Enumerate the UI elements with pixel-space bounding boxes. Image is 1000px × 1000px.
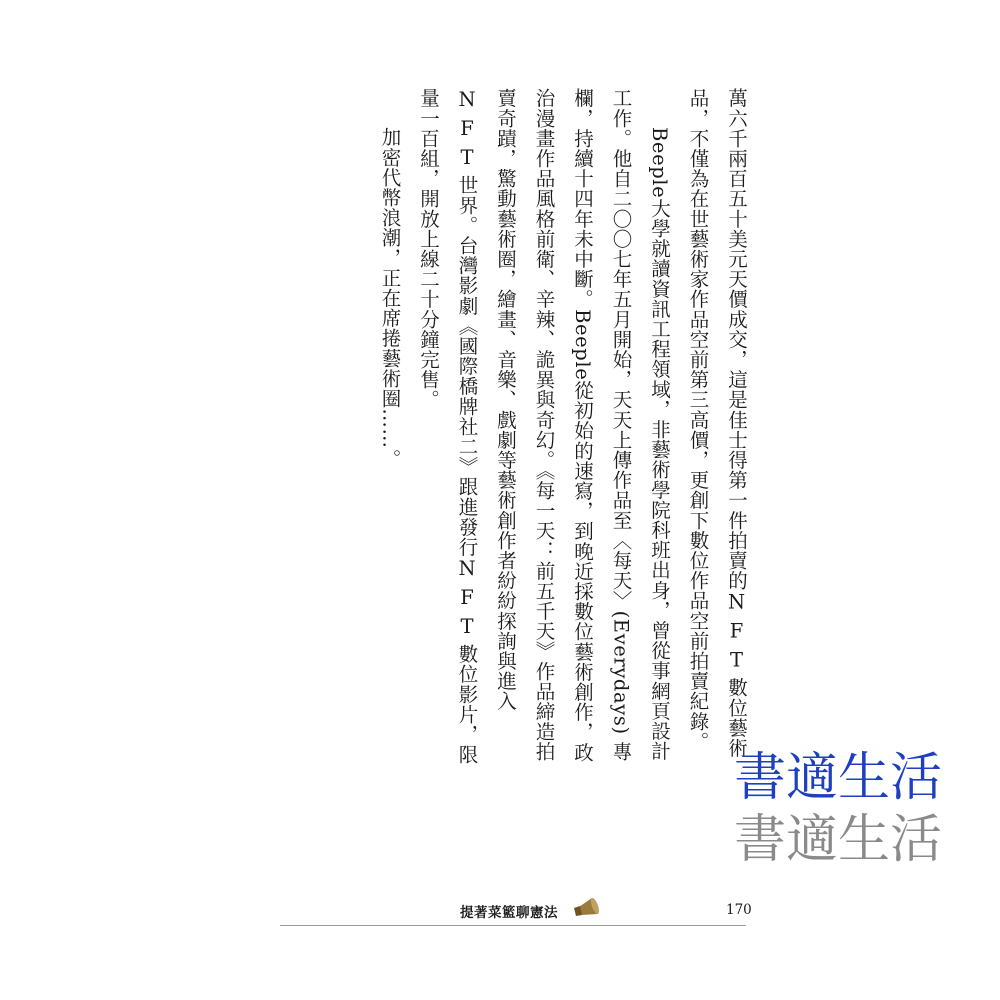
paragraph-1-part-b: 數位藝術品，不僅為在世藝術家作品空前第三高價，更創下數位作品空前拍賣紀錄。 (686, 88, 748, 758)
megaphone-icon (572, 894, 602, 918)
paragraph-2 (409, 88, 679, 778)
book-title: 提著菜籃聊憲法 (460, 905, 558, 921)
paragraph-3: 加密代幣浪潮，正在席捲藝術圈……。 (378, 127, 402, 469)
paragraph-2-part-c: 數位影片，限量一百組，開放上線二十分鐘完售。 (417, 88, 479, 765)
nft-term: NFT (455, 556, 479, 644)
paragraph-2-part-a: Beeple大學就讀資訊工程領域，非藝術學院科班出身，曾從事網頁設計工作。他自二〇〇七年五月開始，天天上傳作品至〈每天〉(Everydays) 專欄，持續十四年未中斷。Beeple從初始的速寫，到晚近採數位藝術創作，政治漫畫作品風格前衛、辛辣、詭異與奇幻。《每一天：前五千天》作品締造拍賣奇蹟，驚動藝術圈，繪畫、音樂、戲劇等藝術創作者紛紛探詢與進入 (494, 88, 671, 763)
body-text (355, 88, 755, 778)
watermark-blue: 書適生活 (734, 748, 943, 808)
paragraph-1 (678, 88, 755, 778)
footer-rule (280, 925, 746, 926)
paragraph-2-part-b: 世界。台灣影劇《國際橋牌社二》跟進發行 (455, 175, 479, 557)
nft-term: NFT (455, 88, 479, 175)
watermark-gray: 書適生活 (734, 810, 943, 870)
paragraph-1-part-a: 萬六千兩百五十美元天價成交，這是佳士得第一件拍賣的 (725, 88, 748, 591)
nft-term: NFT (725, 590, 748, 678)
page-number: 170 (726, 902, 752, 918)
